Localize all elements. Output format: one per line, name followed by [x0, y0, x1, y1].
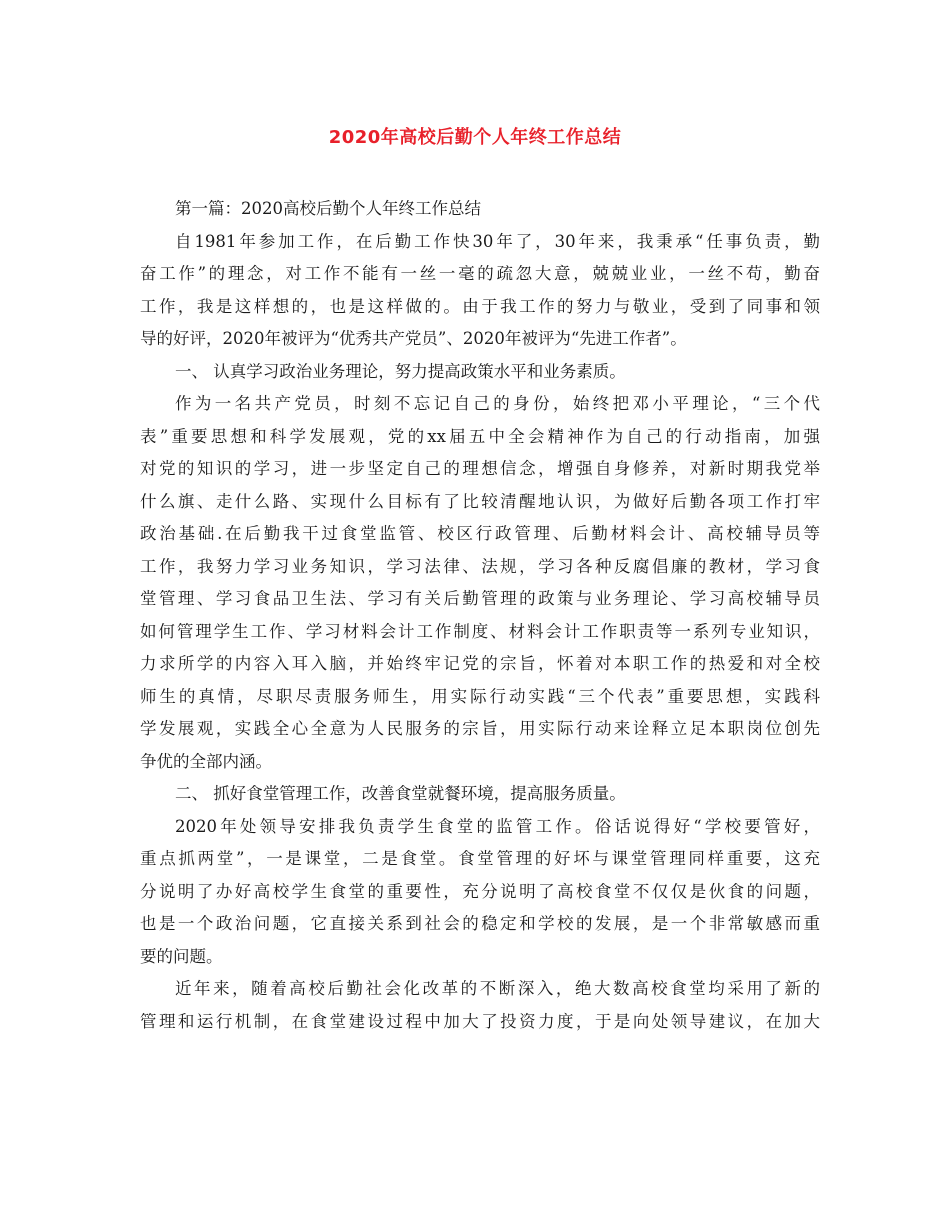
- paragraph-line: 也是一个政治问题，它直接关系到社会的稳定和学校的发展，是一个非常敏感而重: [140, 914, 820, 933]
- paragraph-line: 力求所学的内容入耳入脑，并始终牢记党的宗旨，怀着对本职工作的热爱和对全校: [140, 654, 820, 673]
- document-title: 2020年高校后勤个人年终工作总结: [328, 127, 622, 148]
- paragraph-line: 导的好评，2020年被评为“优秀共产党员”、2020年被评为“先进工作者”。: [140, 329, 687, 348]
- paragraph-line: 对党的知识的学习，进一步坚定自己的理想信念，增强自身修养，对新时期我党举: [140, 459, 820, 478]
- paragraph-line: 工作，我是这样想的，也是这样做的。由于我工作的努力与敬业，受到了同事和领: [140, 296, 820, 316]
- paragraph-line: 政治基础.在后勤我干过食堂监管、校区行政管理、后勤材料会计、高校辅导员等: [140, 524, 820, 543]
- paragraph-line: 2020年处领导安排我负责学生食堂的监管工作。俗话说得好“学校要管好，: [175, 816, 820, 836]
- paragraph-line: 重点抓两堂”，一是课堂，二是食堂。食堂管理的好坏与课堂管理同样重要，这充: [140, 849, 820, 868]
- paragraph-line: 分说明了办好高校学生食堂的重要性，充分说明了高校食堂不仅仅是伙食的问题，: [140, 881, 820, 901]
- paragraph-line: 什么旗、走什么路、实现什么目标有了比较清醒地认识，为做好后勤各项工作打牢: [140, 491, 820, 511]
- paragraph-line: 作为一名共产党员，时刻不忘记自己的身份，始终把邓小平理论，“三个代: [175, 394, 820, 413]
- paragraph-line: 奋工作”的理念，对工作不能有一丝一毫的疏忽大意，兢兢业业，一丝不苟，勤奋: [140, 264, 820, 283]
- paragraph-line: 表”重要思想和科学发展观，党的xx届五中全会精神作为自己的行动指南，加强: [140, 426, 820, 446]
- paragraph-line: 工作，我努力学习业务知识，学习法律、法规，学习各种反腐倡廉的教材，学习食: [140, 556, 820, 576]
- paragraph-line: 自1981年参加工作，在后勤工作快30年了，30年来，我秉承“任事负责，勤: [175, 231, 820, 251]
- subtitle-line: 第一篇：2020高校后勤个人年终工作总结: [175, 199, 481, 218]
- section-heading: 二、 抓好食堂管理工作，改善食堂就餐环境，提高服务质量。: [175, 784, 626, 803]
- paragraph-line: 学发展观，实践全心全意为人民服务的宗旨，用实际行动来诠释立足本职岗位创先: [140, 719, 820, 738]
- document-body: [140, 193, 820, 1038]
- paragraph-line: 要的问题。: [140, 946, 223, 966]
- section-heading: 一、 认真学习政治业务理论，努力提高政策水平和业务素质。: [175, 361, 626, 381]
- paragraph-line: 如何管理学生工作、学习材料会计工作制度、材料会计工作职责等一系列专业知识，: [140, 621, 820, 641]
- paragraph-line: 堂管理、学习食品卫生法、学习有关后勤管理的政策与业务理论、学习高校辅导员: [140, 589, 820, 608]
- paragraph-line: 争优的全部内涵。: [140, 751, 272, 771]
- paragraph-line: 师生的真情，尽职尽责服务师生，用实际行动实践“三个代表”重要思想，实践科: [140, 686, 820, 706]
- paragraph-line: 近年来，随着高校后勤社会化改革的不断深入，绝大数高校食堂均采用了新的: [175, 979, 820, 998]
- paragraph-line: 管理和运行机制，在食堂建设过程中加大了投资力度，于是向处领导建议，在加大: [140, 1011, 820, 1031]
